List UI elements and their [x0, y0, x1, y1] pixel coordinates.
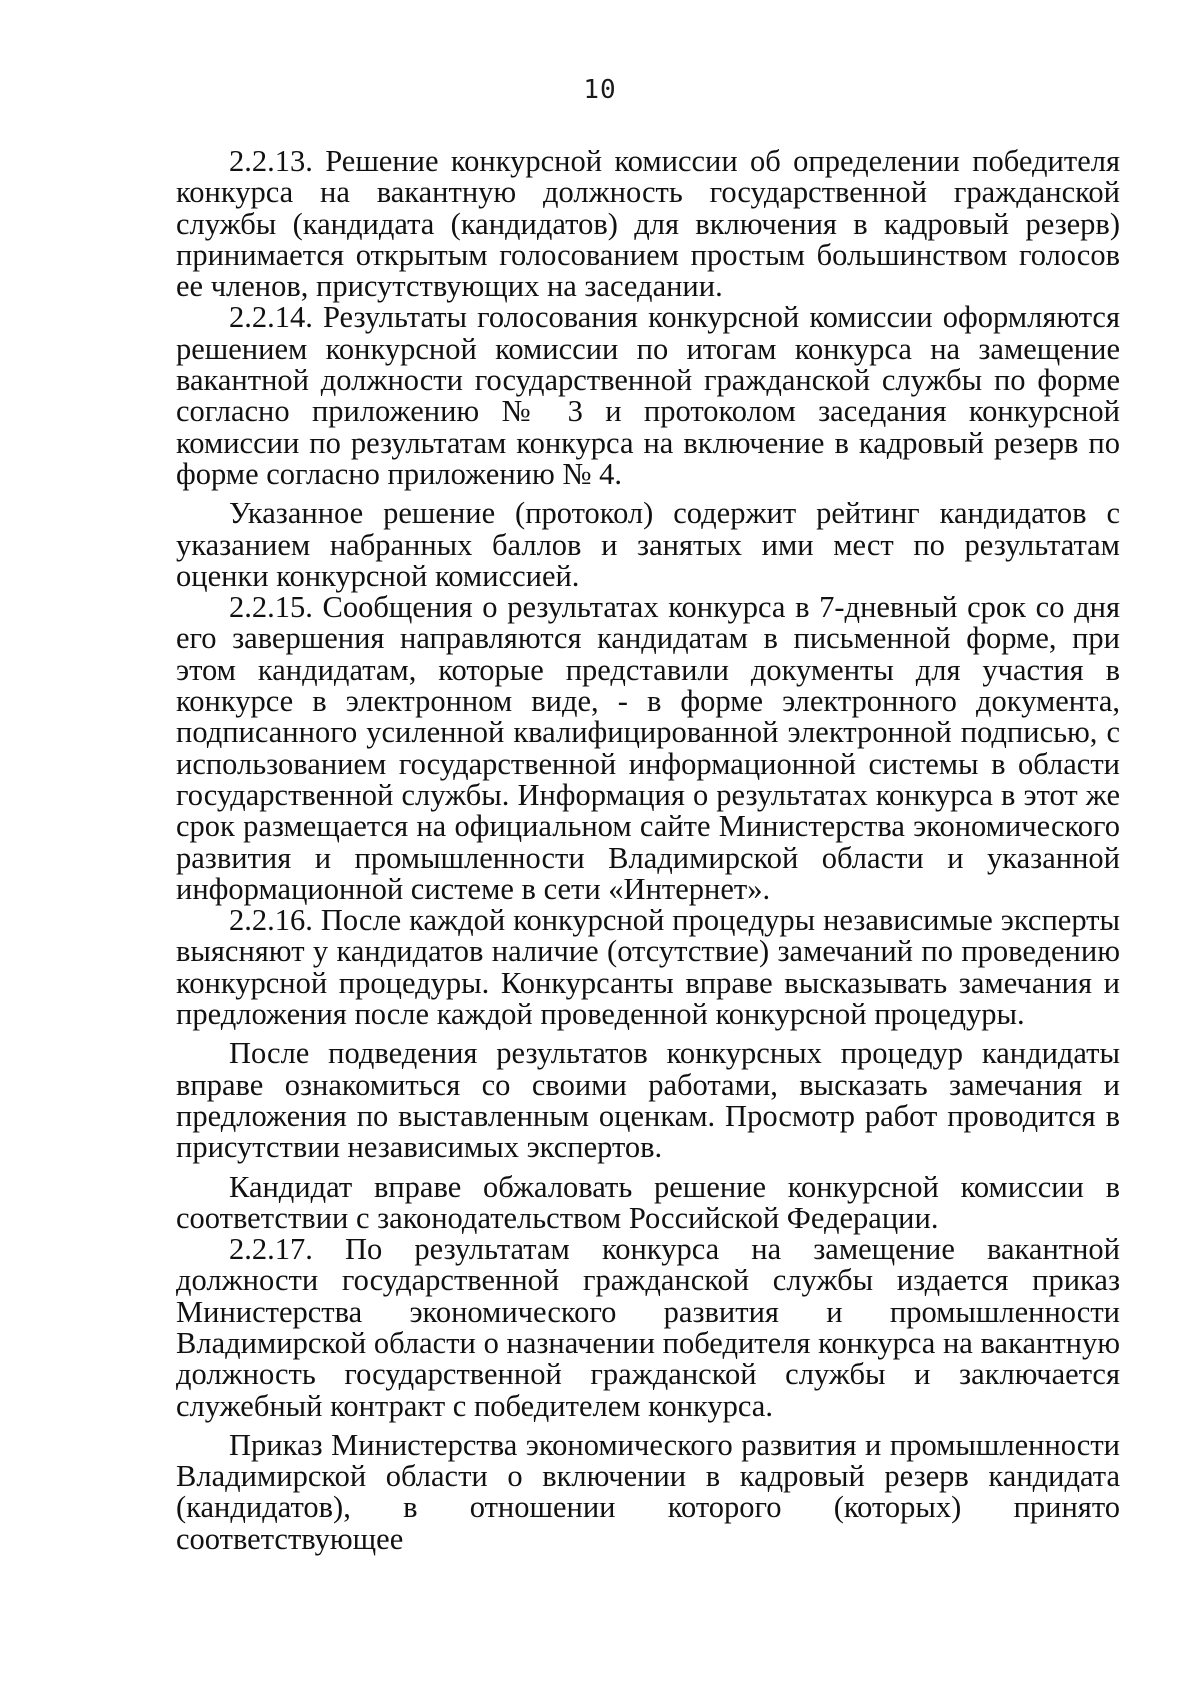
document-body — [176, 146, 1120, 1555]
paragraph-2-2-16: 2.2.16. После каждой конкурсной процедуры независимые эксперты выясняют у кандидатов наличие (отсутствие) замечаний по проведению конкурсной процедуры. Конкурсанты вправе высказывать замечания и предложения после каждой проведенной конкурсной процедуры. — [176, 903, 1120, 1032]
paragraph-appeal: Кандидат вправе обжаловать решение конкурсной комиссии в соответствии с законодательством Российской Федерации. — [176, 1169, 1120, 1235]
paragraph-review-works: После подведения результатов конкурсных процедур кандидаты вправе ознакомиться со своими работами, высказать замечания и предложения по выставленным оценкам. Просмотр работ проводится в присутствии независимых экспертов. — [176, 1036, 1120, 1165]
paragraph-2-2-17: 2.2.17. По результатам конкурса на замещение вакантной должности государственной гражданской службы издается приказ Министерства экономического развития и промышленности Владимирской области о назначении победителя конкурса на вакантную должность государственной гражданской службы и заключается служебный контракт с победителем конкурса. — [176, 1232, 1120, 1423]
paragraph-rating-note: Указанное решение (протокол) содержит рейтинг кандидатов с указанием набранных баллов и занятых ими мест по результатам оценки конкурсной комиссией. — [176, 496, 1120, 593]
paragraph-reserve-order: Приказ Министерства экономического развития и промышленности Владимирской области о включении в кадровый резерв кандидата (кандидатов), в отношении которого (которых) принято соответствующее — [176, 1427, 1120, 1556]
paragraph-2-2-15: 2.2.15. Сообщения о результатах конкурса в 7-дневный срок со дня его завершения направляются кандидатам в письменной форме, при этом кандидатам, которые представили документы для участия в конкурсе в электронном виде, - в форме электронного документа, подписанного усиленной квалифицированной электронной подписью, с использованием государственной информационной системы в области государственной службы. Информация о результатах конкурса в этот же срок размещается на официальном сайте Министерства экономического развития и промышленности Владимирской области и указанной информационной системе в сети «Интернет». — [176, 590, 1120, 906]
paragraph-2-2-13: 2.2.13. Решение конкурсной комиссии об определении победителя конкурса на вакантную должность государственной гражданской службы (кандидата (кандидатов) для включения в кадровый резерв) принимается открытым голосованием простым большинством голосов ее членов, присутствующих на заседании. — [176, 144, 1120, 304]
page-number: 10 — [583, 75, 617, 105]
paragraph-2-2-14: 2.2.14. Результаты голосования конкурсной комиссии оформляются решением конкурсной комиссии по итогам конкурса на замещение вакантной должности государственной гражданской службы по форме согласно приложению № 3 и протоколом заседания конкурсной комиссии по результатам конкурса на включение в кадровый резерв по форме согласно приложению № 4. — [176, 300, 1120, 491]
